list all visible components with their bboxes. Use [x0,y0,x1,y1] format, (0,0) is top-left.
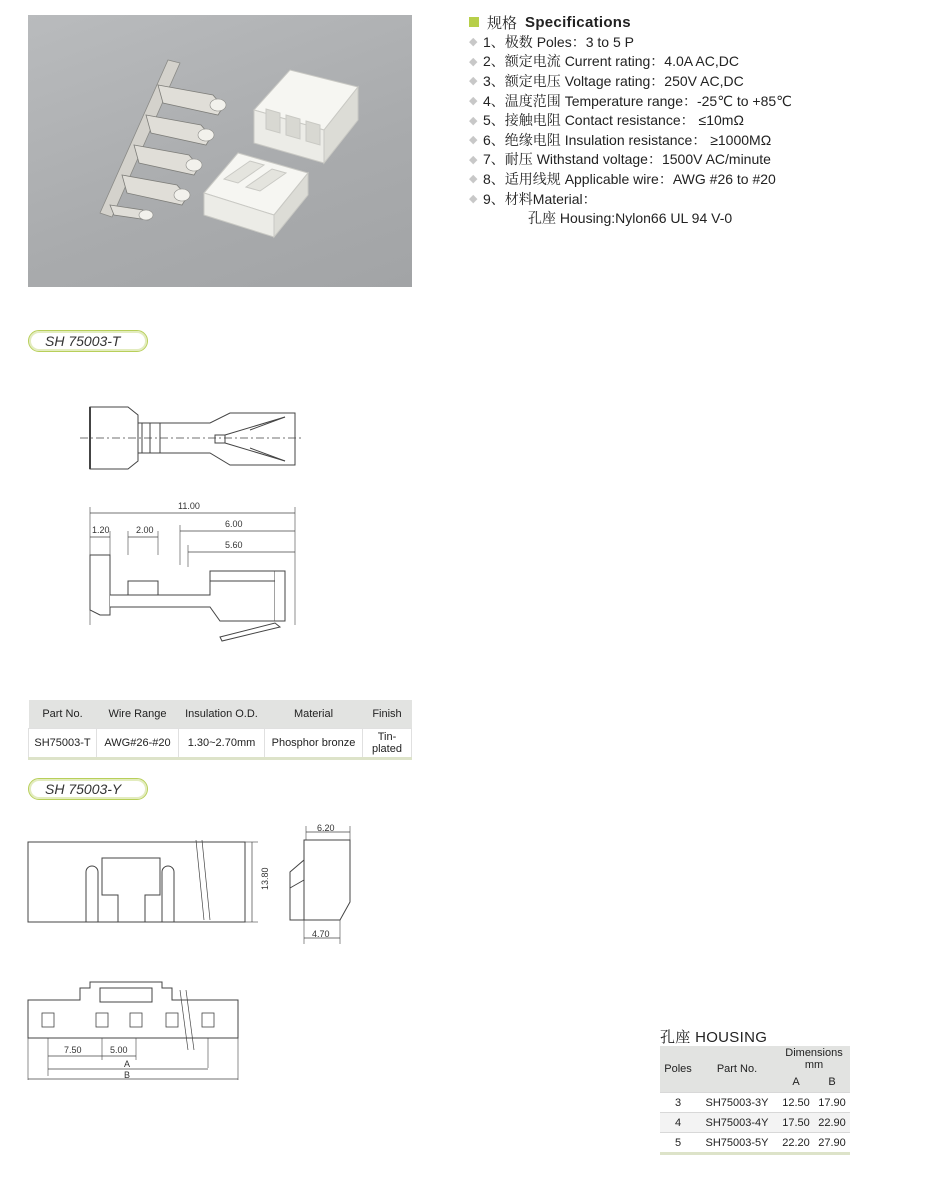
spec-cn: 温度范围 [504,92,561,109]
specifications-panel [469,12,909,227]
col-a: A [778,1072,814,1093]
dim-a: A [124,1059,131,1069]
dim-d3: 6.00 [225,519,243,529]
diamond-bullet-icon: ◆ [469,153,478,166]
spec-item [469,189,909,209]
table-row [660,1113,850,1133]
diamond-bullet-icon: ◆ [469,193,478,206]
housing-front-view [28,840,258,922]
diamond-bullet-icon: ◆ [469,36,478,49]
diamond-bullet-icon: ◆ [469,75,478,88]
spec-en: Material： [532,190,597,207]
diamond-bullet-icon: ◆ [469,173,478,186]
product-photo [28,15,412,287]
spec-title-en: Specifications [525,13,631,31]
cell-material: Phosphor bronze [265,729,363,759]
spec-num: 6、 [483,131,505,148]
col-finish: Finish [363,700,412,729]
spec-en: Poles：3 to 5 P [536,33,634,50]
col-b: B [814,1072,850,1093]
cell-part: SH75003-4Y [696,1113,778,1133]
spec-cn: 适用线规 [504,170,561,187]
spec-item [469,150,909,170]
col-part-no: Part No. [29,700,97,729]
spec-en: Withstand voltage：1500V AC/minute [536,151,771,168]
spec-num: 4、 [483,92,505,109]
cell-insulation: 1.30~2.70mm [179,729,265,759]
spec-en: Temperature range：-25℃ to +85℃ [564,92,792,109]
spec-num: 9、 [483,190,505,207]
cell-poles: 5 [660,1133,696,1154]
terminal-top-view [80,407,302,469]
col-material: Material [265,700,363,729]
terminal-drawing [70,395,310,645]
housing-title-en: HOUSING [695,1029,768,1046]
spec-item [469,169,909,189]
cell-a: 17.50 [778,1113,814,1133]
dim-b: B [124,1070,131,1080]
spec-cn: 极数 [504,33,533,50]
spec-num: 2、 [483,53,505,70]
cell-part: SH75003-5Y [696,1133,778,1154]
dim-d1: 1.20 [92,525,110,535]
cell-a: 22.20 [778,1133,814,1154]
spec-list [469,32,909,227]
diamond-bullet-icon: ◆ [469,114,478,127]
cell-poles: 3 [660,1093,696,1113]
spec-item [469,52,909,72]
spec-cn: 绝缘电阻 [504,131,561,148]
cell-b: 17.90 [814,1093,850,1113]
cell-b: 27.90 [814,1133,850,1154]
table-row [29,729,412,759]
cell-part-no: SH75003-T [29,729,97,759]
spec-item [469,110,909,130]
col-poles: Poles [660,1046,696,1093]
spec-item [469,130,909,150]
terminal-badge: SH 75003-T [28,330,148,352]
table-row [660,1093,850,1113]
spec-num: 7、 [483,151,505,168]
spec-material-sub: 孔座 Housing:Nylon66 UL 94 V-0 [528,210,733,227]
specifications-heading [469,12,909,32]
dim-width: 6.20 [317,823,335,833]
spec-cn: 接触电阻 [504,112,561,129]
terminal-table [28,700,412,760]
table-row [660,1133,850,1154]
spec-item [469,71,909,91]
col-dimensions: Dimensions mm [778,1046,850,1072]
housing-badge: SH 75003-Y [28,778,148,800]
dim-depth: 4.70 [312,929,330,939]
spec-title-cn: 规格 [487,14,518,32]
col-part-no: Part No. [696,1046,778,1093]
spec-cn: 额定电压 [504,72,561,89]
diamond-bullet-icon: ◆ [469,95,478,108]
dim-pitch2: 5.00 [110,1045,128,1055]
cell-a: 12.50 [778,1093,814,1113]
cell-part: SH75003-3Y [696,1093,778,1113]
cell-b: 22.90 [814,1113,850,1133]
diamond-bullet-icon: ◆ [469,55,478,68]
cell-wire-range: AWG#26-#20 [97,729,179,759]
spec-num: 3、 [483,72,505,89]
spec-en: Voltage rating：250V AC,DC [564,72,744,89]
spec-en: Contact resistance： ≤10mΩ [564,112,744,129]
terminal-side-view [90,507,295,641]
housing-bottom-view [28,982,238,1080]
dim-d2: 2.00 [136,525,154,535]
spec-cn: 材料 [504,190,533,207]
spec-en: Current rating：4.0A AC,DC [564,53,739,70]
housing-title [660,1026,767,1047]
dim-d4: 5.60 [225,540,243,550]
housing-drawing [20,820,360,1090]
dim-height: 13.80 [260,867,270,890]
dim-pitch1: 7.50 [64,1045,82,1055]
square-bullet-icon [469,17,479,27]
spec-en: Applicable wire：AWG #26 to #20 [564,170,776,187]
diamond-bullet-icon: ◆ [469,134,478,147]
spec-cn: 耐压 [504,151,533,168]
dim-total: 11.00 [178,501,200,511]
housing-title-cn: 孔座 [660,1029,691,1046]
col-wire-range: Wire Range [97,700,179,729]
spec-en: Insulation resistance： ≥1000MΩ [564,131,772,148]
spec-item [469,32,909,52]
spec-num: 5、 [483,112,505,129]
col-insulation: Insulation O.D. [179,700,265,729]
cell-finish: Tin-plated [363,729,412,759]
product-photo-illustration [28,15,412,287]
spec-cn: 额定电流 [504,53,561,70]
spec-item [469,91,909,111]
cell-poles: 4 [660,1113,696,1133]
spec-num: 8、 [483,170,505,187]
housing-side-view [290,826,350,944]
spec-num: 1、 [483,33,505,50]
housing-table [660,1046,850,1155]
